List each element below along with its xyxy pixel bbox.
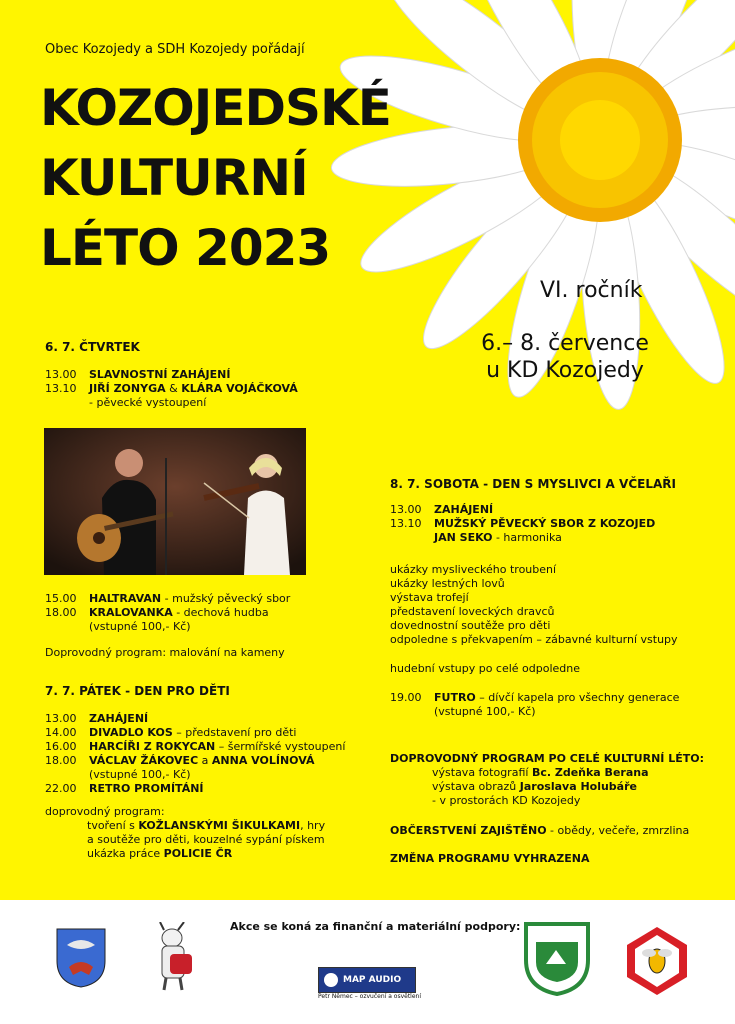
concert-photo (44, 428, 306, 575)
time: 13.00 (390, 503, 422, 516)
summer-text: výstava obrazů (432, 780, 517, 793)
extra-text: tvoření s (87, 819, 135, 832)
entry-fee: (vstupné 100,- Kč) (89, 620, 191, 633)
act-name: RETRO PROMÍTÁNÍ (89, 782, 204, 795)
food-bold: OBČERSTVENÍ ZAJIŠTĚNO (390, 824, 547, 837)
act-name: KRALOVANKA (89, 606, 173, 619)
schedule-row (45, 726, 375, 740)
sdh-goat-logo (150, 922, 200, 992)
day1-heading: 6. 7. ČTVRTEK (45, 340, 140, 354)
entry-fee: (vstupné 100,- Kč) (89, 768, 191, 781)
schedule-row (45, 740, 375, 754)
food-note (390, 824, 730, 838)
schedule-row (45, 768, 375, 782)
act-name: VÁCLAV ŽÁKOVEC (89, 754, 199, 767)
title-line2: KULTURNÍ (40, 149, 308, 207)
extra-text: ukázka práce (87, 847, 161, 860)
edition-text: VI. ročník (540, 278, 643, 303)
day3-schedule (390, 503, 720, 719)
day3-heading: 8. 7. SOBOTA - DEN S MYSLIVCI A VČELAŘI (390, 477, 676, 491)
day2-extra-line: a soutěže pro děti, kouzelné sypání pískem (87, 833, 325, 846)
act-desc: – představení pro děti (176, 726, 297, 739)
day2-extra-line (45, 819, 375, 833)
schedule-row (45, 754, 375, 768)
summer-bold: Jaroslava Holubáře (519, 780, 637, 793)
act-name: SLAVNOSTNÍ ZAHÁJENÍ (89, 368, 231, 381)
title-line3: LÉTO 2023 (40, 219, 331, 277)
act-name: DIVADLO KOS (89, 726, 173, 739)
music-note: hudební vstupy po celé odpoledne (390, 662, 581, 675)
performers-illustration (44, 428, 306, 575)
title-line1: KOZOJEDSKÉ (40, 79, 391, 137)
act-name: HALTRAVAN (89, 592, 162, 605)
time: 19.00 (390, 691, 422, 704)
extra-text: , hry (300, 819, 326, 832)
schedule-row (45, 382, 325, 396)
day2-extra-title: doprovodný program: (45, 805, 165, 818)
schedule-row (45, 396, 325, 410)
schedule-row (390, 691, 720, 705)
list-item: výstava trofejí (390, 591, 469, 604)
day2-extra-line (45, 847, 375, 861)
daisy-flower-image (270, 0, 735, 460)
entry-fee: (vstupné 100,- Kč) (434, 705, 536, 718)
kozojedy-coat-of-arms-logo (55, 927, 107, 989)
dates-line1: 6.– 8. července (481, 331, 649, 356)
list-item: ukázky lestných lovů (390, 577, 505, 590)
extra-bold: POLICIE ČR (163, 847, 233, 860)
schedule-row (390, 503, 720, 517)
day2-schedule (45, 712, 375, 861)
schedule-row (45, 368, 325, 382)
act-name: JAN SEKO (434, 531, 493, 544)
mapaudio-logo (318, 967, 416, 993)
summer-text: výstava fotografií (432, 766, 529, 779)
act-desc: - harmonika (495, 531, 562, 544)
schedule-row (45, 592, 335, 606)
list-item: odpoledne s překvapením – zábavné kulturní vstupy (390, 633, 678, 646)
time: 18.00 (45, 754, 77, 767)
schedule-row (45, 620, 335, 634)
organizers-text: Obec Kozojedy a SDH Kozojedy pořádají (45, 42, 305, 57)
act-name: ZAHÁJENÍ (89, 712, 149, 725)
schedule-row (390, 531, 720, 545)
day1-schedule (45, 368, 325, 410)
day1-extra: Doprovodný program: malování na kameny (45, 646, 285, 659)
act-desc: - pěvecké vystoupení (89, 396, 207, 409)
speaker-icon (324, 973, 338, 987)
act-desc: – dívčí kapela pro všechny generace (479, 691, 680, 704)
summer-line (390, 780, 730, 794)
schedule-row (45, 712, 375, 726)
mapaudio-caption: Petr Němec – ozvučení a osvětlení (318, 993, 421, 1000)
schedule-row (45, 606, 335, 620)
act-name: FUTRO (434, 691, 476, 704)
change-note: ZMĚNA PROGRAMU VYHRAZENA (390, 852, 590, 865)
time: 13.00 (45, 368, 77, 381)
day1-schedule-2 (45, 592, 335, 660)
act-desc: - dechová hudba (176, 606, 269, 619)
act-name: JIŘÍ ZONYGA (89, 382, 166, 395)
summer-bold: Bc. Zdeňka Berana (531, 766, 649, 779)
time (390, 531, 434, 545)
act-name: MUŽSKÝ PĚVECKÝ SBOR Z KOZOJED (434, 517, 656, 530)
activity-list (390, 563, 720, 647)
schedule-row (390, 705, 720, 719)
beekeepers-logo (625, 925, 689, 997)
list-item: dovednostní soutěže pro děti (390, 619, 551, 632)
act-name: HARCÍŘI Z ROKYCAN (89, 740, 216, 753)
food-text: - obědy, večeře, zmrzlina (550, 824, 690, 837)
summer-line (390, 766, 730, 780)
dates-line2: u KD Kozojedy (486, 358, 644, 383)
time: 16.00 (45, 740, 77, 753)
time: 14.00 (45, 726, 77, 739)
time: 13.10 (390, 517, 422, 530)
act-desc: - mužský pěvecký sbor (164, 592, 291, 605)
mapaudio-label: MAP AUDIO (343, 975, 402, 985)
act-name: ANNA VOLÍNOVÁ (211, 754, 315, 767)
summer-line: - v prostorách KD Kozojedy (432, 794, 581, 807)
day2-heading: 7. 7. PÁTEK - DEN PRO DĚTI (45, 684, 230, 698)
act-desc: – šermířské vystoupení (218, 740, 346, 753)
summer-heading: DOPROVODNÝ PROGRAM PO CELÉ KULTURNÍ LÉTO: (390, 752, 704, 765)
schedule-row (45, 782, 375, 796)
time: 13.10 (45, 382, 77, 395)
time: 13.00 (45, 712, 77, 725)
list-item: představení loveckých dravců (390, 605, 555, 618)
summer-program (390, 752, 730, 866)
connector: & (169, 382, 178, 395)
time: 22.00 (45, 782, 77, 795)
act-name: KLÁRA VOJÁČKOVÁ (181, 382, 298, 395)
connector: a (201, 754, 209, 767)
extra-bold: KOŽLANSKÝMI ŠIKULKAMI (138, 819, 301, 832)
time: 15.00 (45, 592, 77, 605)
schedule-row (390, 517, 720, 531)
hunting-association-logo (522, 920, 592, 996)
time: 18.00 (45, 606, 77, 619)
act-name: ZAHÁJENÍ (434, 503, 494, 516)
list-item: ukázky mysliveckého troubení (390, 563, 557, 576)
support-text: Akce se koná za finanční a materiální podpory: (230, 920, 521, 933)
dates-text (455, 330, 675, 384)
